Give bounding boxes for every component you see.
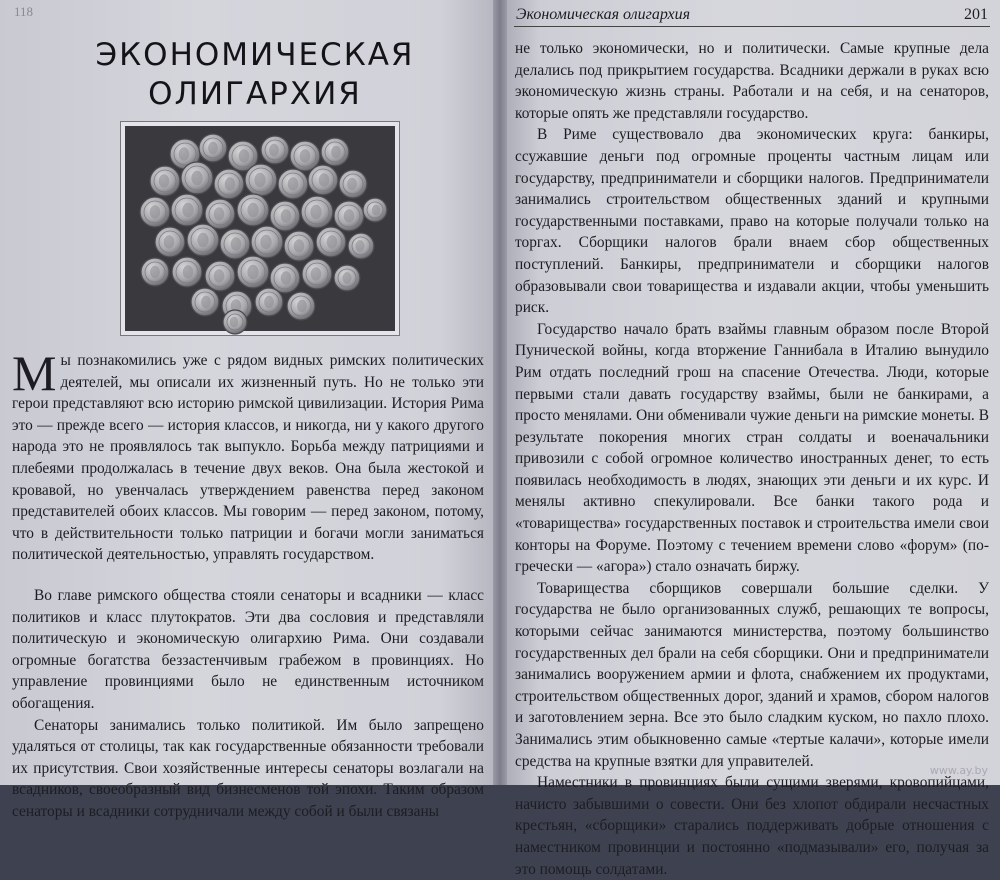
coin: [339, 170, 367, 198]
right-body-text: [515, 38, 989, 880]
coin: [223, 310, 247, 334]
coin: [141, 258, 169, 286]
coin: [150, 166, 180, 196]
coin: [191, 288, 219, 316]
coin: [308, 165, 338, 195]
coin: [205, 261, 235, 291]
running-head-title: Экономическая олигархия: [516, 6, 691, 23]
chapter-title-line2: ОЛИГАРХИЯ: [148, 76, 362, 112]
left-paragraph-3: Сенаторы занимались только политикой. Им было запрещено удаляться от столицы, так как государственные обязанности требовали их присутствия. Свои хозяйственные интересы сенаторы возлагали на всадников, своеобразный вид бизнесменов той эпохи. Таким образом сенаторы и всадники сотрудничали между собой и были связаны: [12, 716, 484, 820]
coin: [255, 288, 283, 316]
coin: [214, 169, 244, 199]
coin: [172, 257, 202, 287]
left-page-number: 118: [14, 4, 34, 19]
right-paragraph-3: Государство начало брать взаймы главным образом после Второй Пунической войны, когда вторжение Ганнибала в Италию вынудило Рим отдать последний грош на спасение Отечества. Люди, которые первыми стали давать государству взаймы, были не банкирами, а просто менялами. Они обменивали чужие деньги на римские монеты. В результате покорения многих стран солдаты и военачальники привозили с собой огромное количество иностранных денег, то есть появилась необходимость в людях, знающих эти деньги и их курс. И менялы активно спекулировали. Все банки такого рода и «товарищества» государственных поставок и строительства имели свои конторы на Форуме. Поэтому с течением времени слово «форум» (по-гречески — «агора») стало означать биржу.: [515, 320, 989, 576]
coin: [251, 226, 283, 258]
left-paragraph-1: [12, 345, 484, 566]
book-spine: [493, 0, 507, 785]
chapter-title: [90, 36, 420, 114]
coins-photo: [121, 122, 399, 335]
coin: [321, 138, 349, 166]
coin: [334, 201, 364, 231]
chapter-title-line1: ЭКОНОМИЧЕСКАЯ: [95, 37, 415, 73]
right-paragraph-4: Товарищества сборщиков совершали большие сделки. У государства не было организованных служб, решающих те вопросы, которыми сейчас занимаются министерства, поэтому большинство государственных дел брали на себя сборщики. Они и предприниматели занимались вооружением армии и флота, снабжением их продуктами, строительством общественных дорог, зданий и храмов, сбором налогов и заготовлением зерна. Все это было сладким куском, но пахло плохо. Занимались этим обыкновенно самые «тертые калачи», которые имели средства на крупные взятки для управителей.: [515, 579, 989, 770]
left-body-text: [12, 345, 484, 822]
coin: [199, 134, 227, 162]
left-paragraph-2: Во главе римского общества стояли сенаторы и всадники — класс политиков и класс плутократов. Эти два сословия и представляли политическую и экономическую олигархию Рима. Они создавали огромные богатства беззастенчивым грабежом в провинциях. Но управление провинциями было не единственным источником обогащения.: [12, 586, 484, 712]
coin: [301, 196, 333, 228]
right-paragraph-5: Наместники в провинциях были сущими зверями, кровопийцами, начисто забывшими о совести. Они без хлопот обдирали несчастных крестьян, «сборщики» старались поддерживать добрые отношения с наместником провинции и постоянно «подмазывали» его, получая за это помощь солдатами.: [515, 774, 989, 878]
right-paragraph-2: В Риме существовало два экономических круга: банкиры, ссужавшие деньги под огромные проценты частным лицам или государству, предприниматели и сборщики налогов. Предприниматели занимались строительством общественных зданий и крупными государственными поставками, право на которые получали только на торгах. Сборщики налогов брали внаем сбор общественных поступлений. Банкиры, предприниматели и сборщики налогов образовывали свои товарищества и издавали акции, чтобы уменьшить риск.: [515, 126, 989, 317]
coin: [140, 197, 170, 227]
coin: [237, 194, 269, 226]
coin: [187, 224, 219, 256]
coin: [181, 162, 213, 194]
coin: [237, 256, 269, 288]
coin: [155, 227, 185, 257]
coin: [348, 233, 374, 259]
coin: [220, 229, 250, 259]
coin: [302, 259, 332, 289]
coin: [284, 231, 314, 261]
coin: [245, 164, 277, 196]
watermark: www.ay.by: [929, 764, 988, 777]
coin: [363, 198, 387, 222]
coin: [270, 201, 300, 231]
coin: [205, 199, 235, 229]
left-page: [0, 0, 500, 820]
coin: [316, 227, 346, 257]
coin: [171, 194, 203, 226]
right-paragraph-1: не только экономически, но и политически. Самые крупные дела делались под прикрытием государства. Всадники держали в руках всю экономическую жизнь страны. Работали и на себя, и на сенаторов, которые опять же представляли государство.: [515, 40, 989, 122]
running-header: [514, 4, 990, 27]
coin: [287, 292, 315, 320]
drop-cap: М: [12, 345, 57, 401]
coins-illustration: [125, 126, 395, 331]
coin: [278, 169, 308, 199]
coin: [261, 136, 289, 164]
coin: [334, 265, 360, 291]
right-page-number: 201: [964, 6, 988, 23]
left-paragraph-1-text: ы познакомились уже с рядом видных римских политических деятелей, мы описали их жизненный путь. Но не только эти герои представляют всю историю римской цивилизации. История Рима это — прежде всего — история классов, и никогда, ни у какого другого народа это не проявлялось так выпукло. Борьба между патрициями и плебеями продолжалась в течение двух веков. Она была жестокой и кровавой, но увенчалась утверждением равенства перед законом представителей обоих классов. Мы говорим — перед законом, потому, что в действительности только патриции и богачи могли заниматься политической деятельностью, управлять государством.: [12, 352, 484, 564]
